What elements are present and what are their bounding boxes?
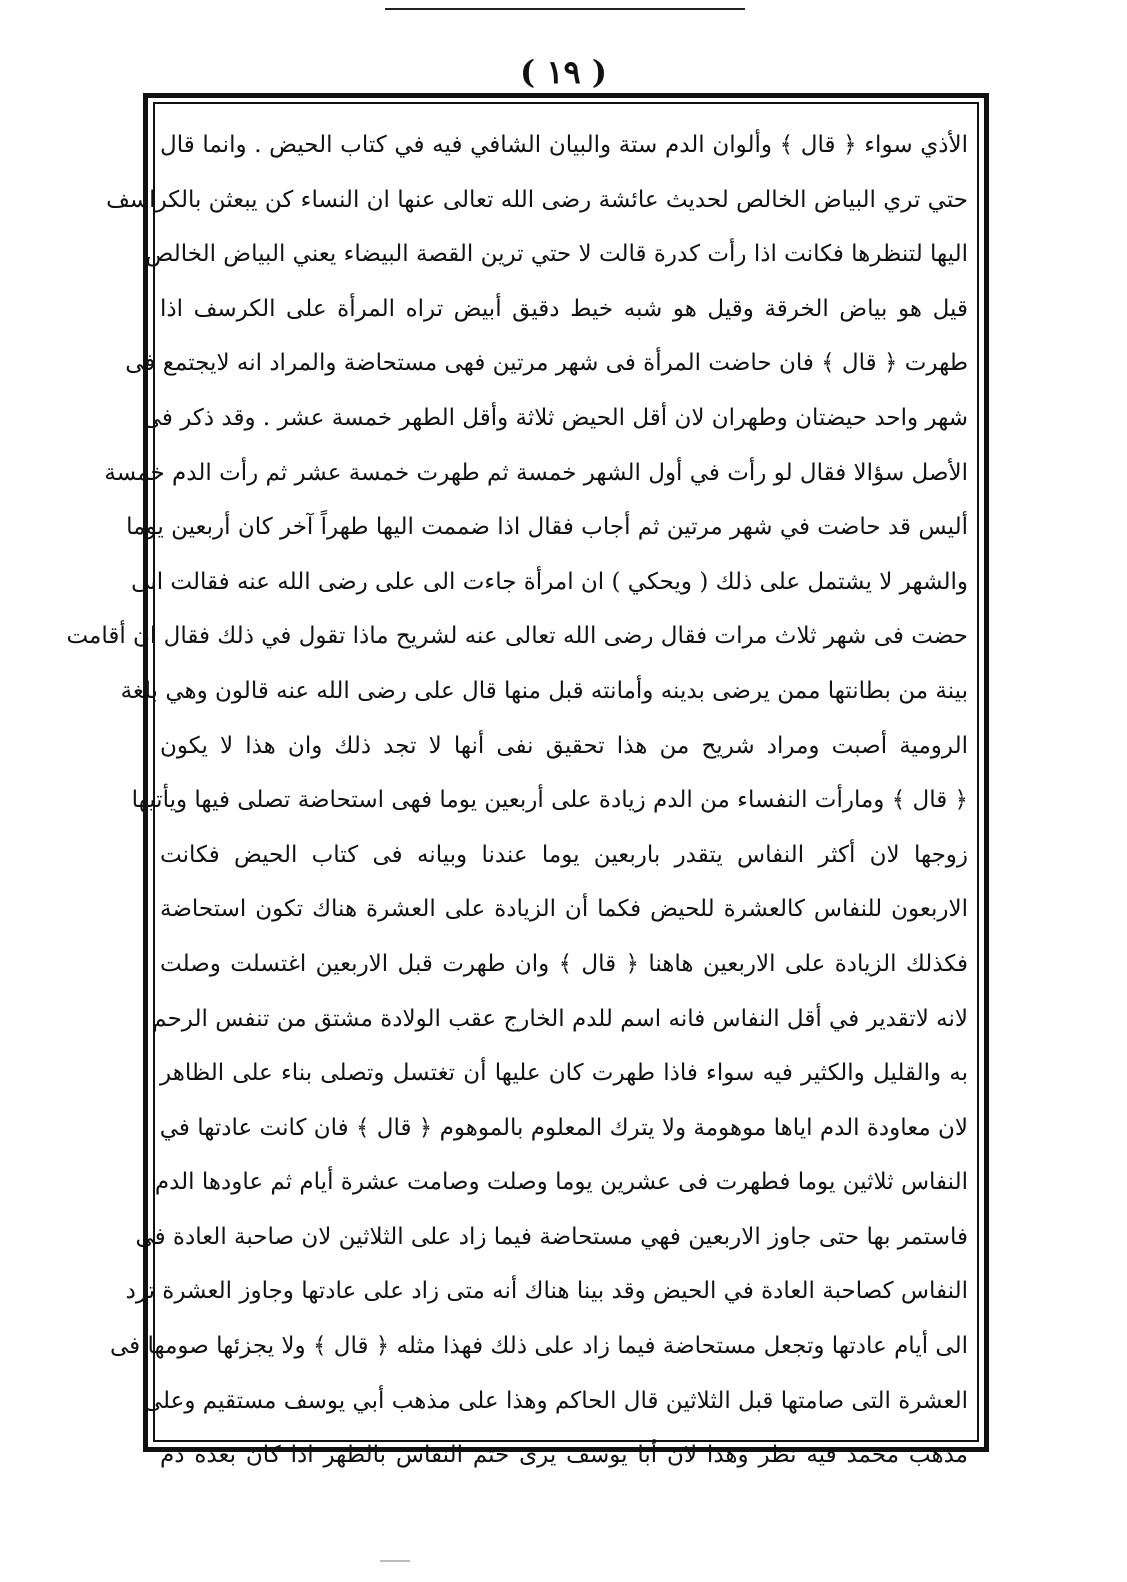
- text-line: النفاس ثلاثين يوما فطهرت فى عشرين يوما وصلت وصامت عشرة أيام ثم عاودها الدم: [154, 1169, 968, 1196]
- text-line: والشهر لا يشتمل على ذلك ( ويحكي ) ان امرأة جاءت الى على رضى الله عنه فقالت انى: [131, 568, 968, 595]
- text-line: حضت فى شهر ثلاث مرات فقال رضى الله تعالى عنه لشريح ماذا تقول في ذلك فقال ان أقامت: [66, 623, 968, 650]
- text-line: ﴿ قال ﴾ ومارأت النفساء من الدم زيادة على أربعين يوما فهى استحاضة تصلى فيها ويأتيها: [131, 787, 968, 814]
- text-line: الرومية أصبت ومراد شريح من هذا تحقيق نفى أنها لا تجد ذلك وان هذا لا يكون: [160, 732, 968, 759]
- text-line: بينة من بطانتها ممن يرضى بدينه وأمانته قبل منها قال على رضى الله عنه قالون وهي بلغة: [120, 677, 968, 704]
- text-line: الأصل سؤالا فقال لو رأت في أول الشهر خمسة ثم طهرت خمسة عشر ثم رأت الدم خمسة: [104, 459, 968, 486]
- top-rule: [385, 8, 745, 10]
- text-line: الى أيام عادتها وتجعل مستحاضة فيما زاد على ذلك فهذا مثله ﴿ قال ﴾ ولا يجزئها صومها فى: [110, 1333, 968, 1360]
- text-line: الأذي سواء ﴿ قال ﴾ وألوان الدم ستة والبيان الشافي فيه في كتاب الحيض . وانما قال: [160, 132, 968, 158]
- text-line: النفاس كصاحبة العادة في الحيض وقد بينا هناك أنه متى زاد على عادتها وجاوز العشرة ترد: [125, 1278, 968, 1305]
- page-number: ( ١٩ ): [520, 53, 607, 91]
- text-line: به والقليل والكثير فيه سواء فاذا طهرت كان عليها أن تغتسل وتصلى بناء على الظاهر: [160, 1060, 968, 1087]
- text-line: الاربعون للنفاس كالعشرة للحيض فكما أن الزيادة على العشرة هناك تكون استحاضة: [160, 896, 968, 923]
- scan-mark: [380, 1560, 410, 1562]
- text-line: مذهب محمد فيه نظر وهذا لان أبا يوسف يرى ختم النفاس بالطهر اذا كان بعده دم: [160, 1442, 968, 1469]
- text-line: فاستمر بها حتى جاوز الاربعين فهي مستحاضة فيما زاد على الثلاثين لان صاحبة العادة فى: [135, 1223, 968, 1250]
- text-line: طهرت ﴿ قال ﴾ فان حاضت المرأة فى شهر مرتين فهى مستحاضة والمراد انه لايجتمع فى: [125, 350, 968, 377]
- text-line: شهر واحد حيضتان وطهران لان أقل الحيض ثلاثة وأقل الطهر خمسة عشر . وقد ذكر فى: [142, 404, 968, 431]
- text-line: حتي تري البياض الخالص لحديث عائشة رضى الله تعالى عنها ان النساء كن يبعثن بالكراسف: [106, 186, 968, 213]
- text-line: اليها لتنظرها فكانت اذا رأت كدرة قالت لا حتي ترين القصة البيضاء يعني البياض الخالص: [145, 241, 968, 268]
- text-line: لان معاودة الدم اياها موهومة ولا يترك المعلوم بالموهوم ﴿ قال ﴾ فان كانت عادتها في: [159, 1114, 968, 1141]
- text-line: أليس قد حاضت في شهر مرتين ثم أجاب فقال اذا ضممت اليها طهراً آخر كان أربعين يوما: [126, 514, 968, 541]
- text-line: فكذلك الزيادة على الاربعين هاهنا ﴿ قال ﴾ وان طهرت قبل الاربعين اغتسلت وصلت: [160, 950, 968, 977]
- text-line: لانه لاتقدير في أقل النفاس فانه اسم للدم الخارج عقب الولادة مشتق من تنفس الرحم: [152, 1005, 968, 1032]
- text-line: العشرة التى صامتها قبل الثلاثين قال الحاكم وهذا على مذهب أبي يوسف مستقيم وعلى: [143, 1387, 968, 1414]
- text-line: قيل هو بياض الخرقة وقيل هو شبه خيط دقيق أبيض تراه المرأة على الكرسف اذا: [160, 295, 968, 322]
- text-line: زوجها لان أكثر النفاس يتقدر باربعين يوما عندنا وبيانه فى كتاب الحيض فكانت: [160, 841, 968, 868]
- body-text: [66, 118, 968, 1469]
